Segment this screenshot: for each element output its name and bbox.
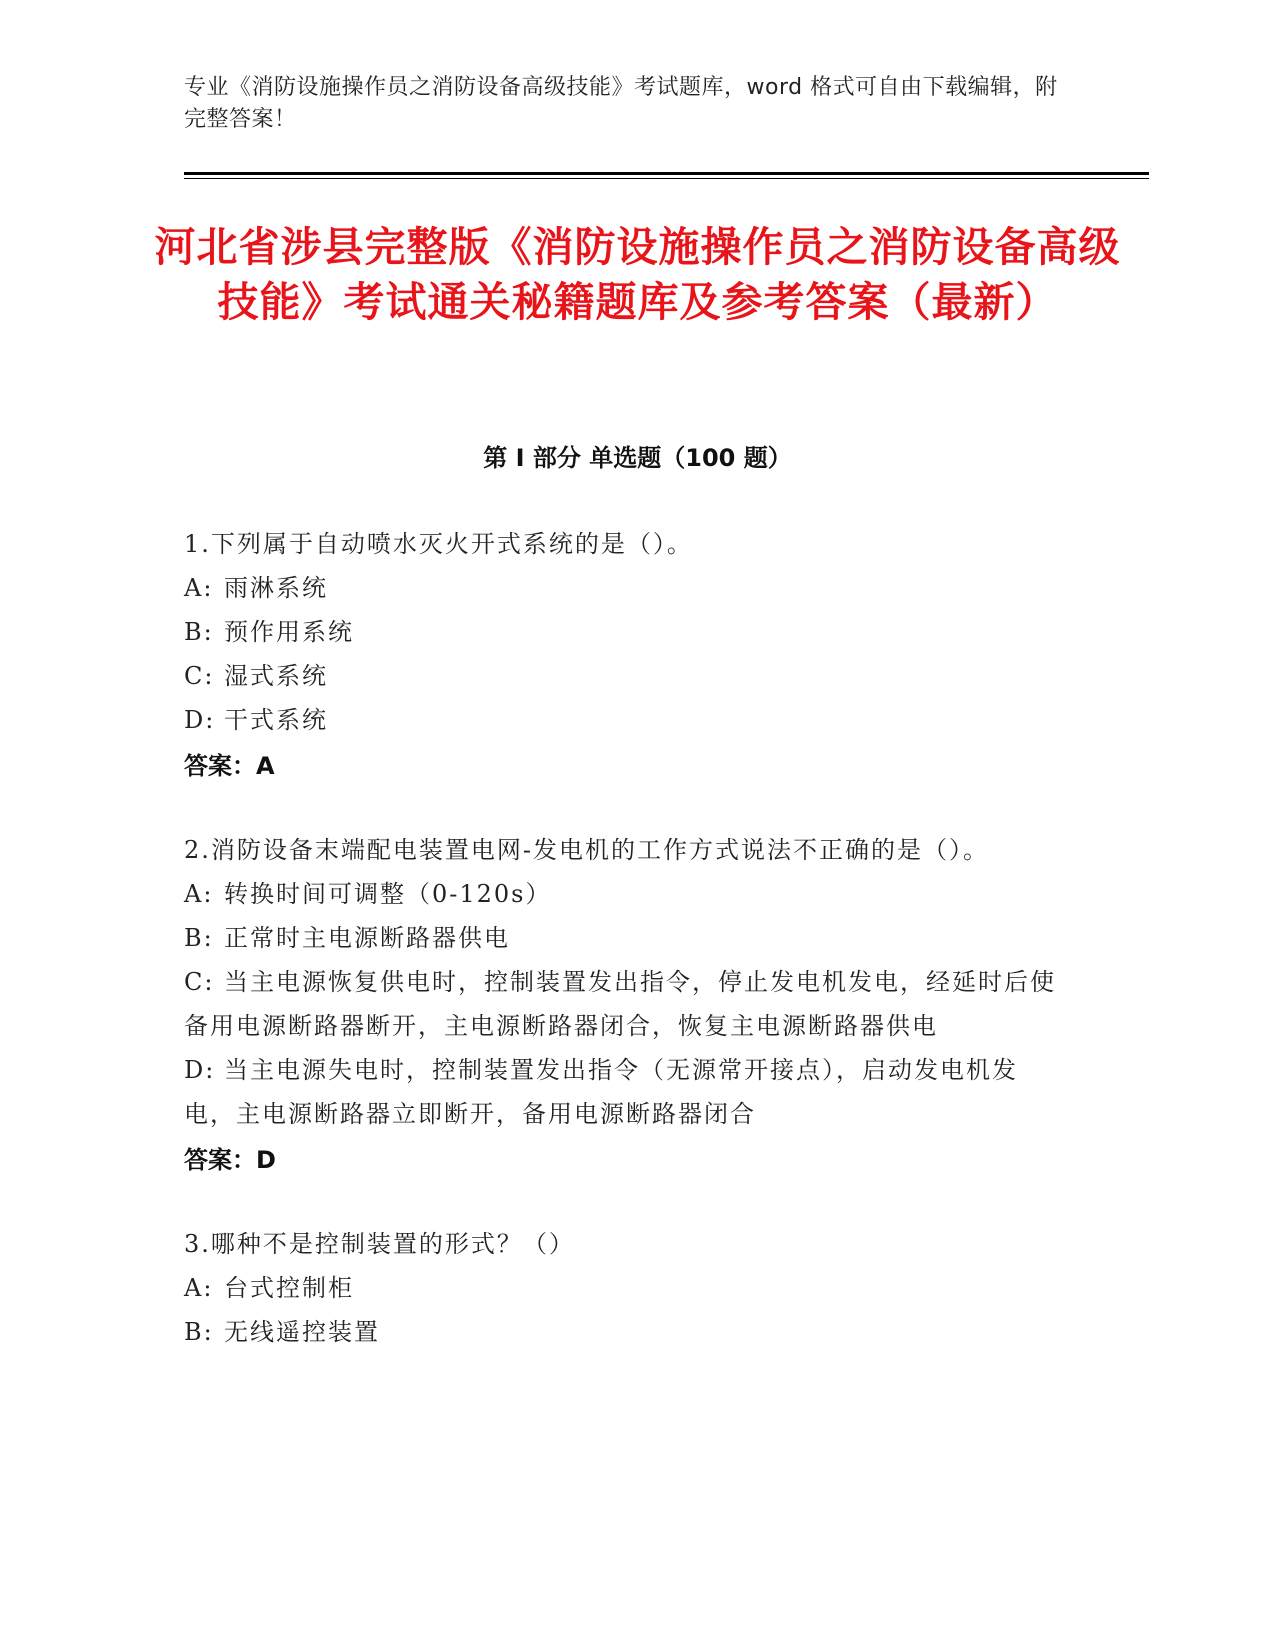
question-option <box>184 1048 1064 1136</box>
question-option <box>184 1266 1064 1310</box>
section-heading: 第 I 部分 单选题（100 题） <box>483 444 792 472</box>
header-rule-thin <box>184 178 1149 179</box>
header-rule-thick <box>184 172 1149 175</box>
option-text: 当主电源失电时，控制装置发出指令（无源常开接点），启动发电机发电，主电源断路器立即断开，备用电源断路器闭合 <box>184 1056 1018 1128</box>
question-list <box>184 522 1064 1394</box>
header-note: 专业《消防设施操作员之消防设备高级技能》考试题库，word 格式可自由下载编辑，附完整答案！ <box>184 75 1058 132</box>
question-option <box>184 872 1064 916</box>
option-letter: B: <box>184 924 214 952</box>
question-option <box>184 960 1064 1048</box>
option-text: 台式控制柜 <box>224 1274 354 1302</box>
question-stem: 3.哪种不是控制装置的形式？（） <box>184 1230 575 1258</box>
option-text: 预作用系统 <box>224 618 354 646</box>
question-option <box>184 566 1064 610</box>
question-option <box>184 698 1064 742</box>
question-item <box>184 1222 1064 1354</box>
option-letter: D: <box>184 706 216 734</box>
question-stem: 1.下列属于自动喷水灭火开式系统的是（）。 <box>184 530 693 558</box>
document-title: 河北省涉县完整版《消防设施操作员之消防设备高级技能》考试通关秘籍题库及参考答案（最新） <box>154 223 1121 326</box>
option-text: 湿式系统 <box>224 662 328 690</box>
option-letter: D: <box>184 1056 216 1084</box>
question-stem: 2.消防设备末端配电装置电网-发电机的工作方式说法不正确的是（）。 <box>184 836 990 864</box>
option-text: 当主电源恢复供电时，控制装置发出指令，停止发电机发电，经延时后使备用电源断路器断开，主电源断路器闭合，恢复主电源断路器供电 <box>184 968 1056 1040</box>
option-letter: C: <box>184 662 215 690</box>
question-answer: 答案：D <box>184 1146 276 1174</box>
question-option <box>184 916 1064 960</box>
option-text: 无线遥控装置 <box>224 1318 380 1346</box>
option-text: 转换时间可调整（0-120s） <box>224 880 552 908</box>
option-text: 干式系统 <box>224 706 328 734</box>
option-letter: B: <box>184 618 214 646</box>
question-option <box>184 1310 1064 1354</box>
option-letter: A: <box>184 880 214 908</box>
question-item <box>184 522 1064 788</box>
option-text: 正常时主电源断路器供电 <box>224 924 510 952</box>
option-letter: B: <box>184 1318 214 1346</box>
option-text: 雨淋系统 <box>224 574 328 602</box>
question-item <box>184 828 1064 1182</box>
question-option <box>184 654 1064 698</box>
question-option <box>184 610 1064 654</box>
option-letter: A: <box>184 574 214 602</box>
question-answer: 答案：A <box>184 752 275 780</box>
option-letter: C: <box>184 968 215 996</box>
option-letter: A: <box>184 1274 214 1302</box>
